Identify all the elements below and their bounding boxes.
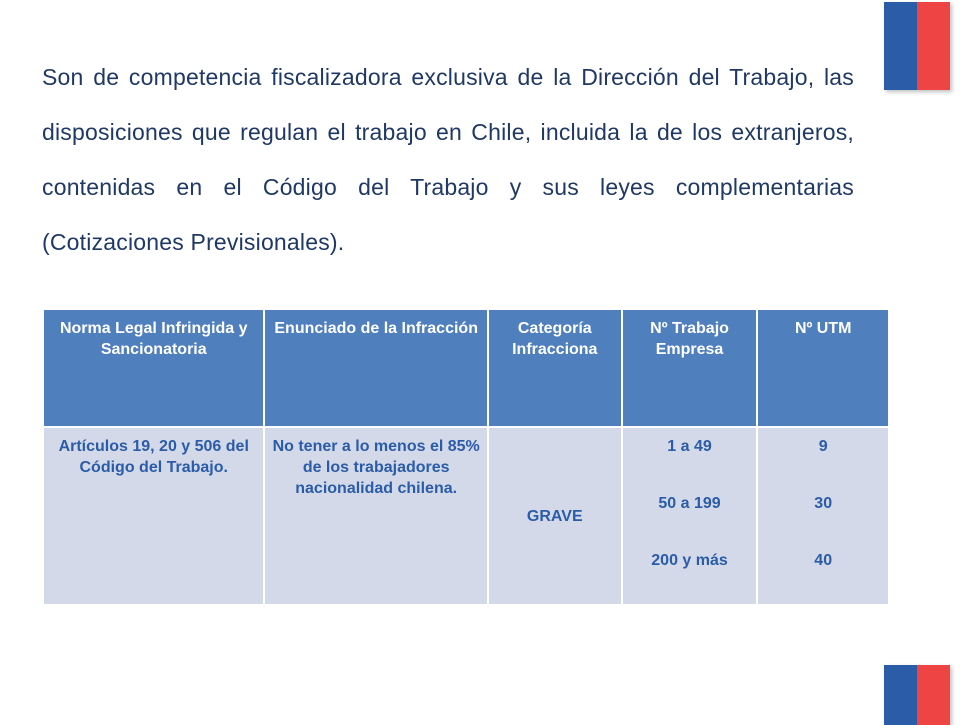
trabajadores-range-3: 200 y más	[651, 552, 728, 569]
cell-utm	[757, 427, 889, 605]
utm-value-3: 40	[814, 552, 833, 569]
trabajadores-range-1: 1 a 49	[667, 438, 712, 455]
chile-flag-bottom-logo	[884, 665, 950, 725]
chile-flag-top-logo	[884, 2, 950, 90]
table-header-row	[43, 309, 889, 427]
header-enunciado: Enunciado de la Infracción	[264, 309, 487, 427]
cell-categoria: GRAVE	[488, 427, 622, 605]
intro-paragraph: Son de competencia fiscalizadora exclusiva de la Dirección del Trabajo, las disposiciones que regulan el trabajo en Chile, incluida la de los extranjeros, contenidas en el Código del Trabajo y sus leyes complementarias (Cotizaciones Previsionales).	[42, 64, 854, 255]
cell-enunciado: No tener a lo menos el 85% de los trabajadores nacionalidad chilena.	[264, 427, 487, 605]
header-categoria: Categoría Infracciona	[488, 309, 622, 427]
header-norma-legal: Norma Legal Infringida y Sancionatoria	[43, 309, 264, 427]
cell-trabajadores	[622, 427, 758, 605]
table-row	[43, 427, 889, 605]
utm-value-1: 9	[818, 438, 828, 455]
header-trabajo-empresa: Nº Trabajo Empresa	[622, 309, 758, 427]
utm-value-2: 30	[814, 495, 833, 512]
cell-norma: Artículos 19, 20 y 506 del Código del Trabajo.	[43, 427, 264, 605]
trabajadores-range-2: 50 a 199	[658, 495, 721, 512]
infraction-table	[42, 308, 890, 606]
header-utm: Nº UTM	[757, 309, 889, 427]
